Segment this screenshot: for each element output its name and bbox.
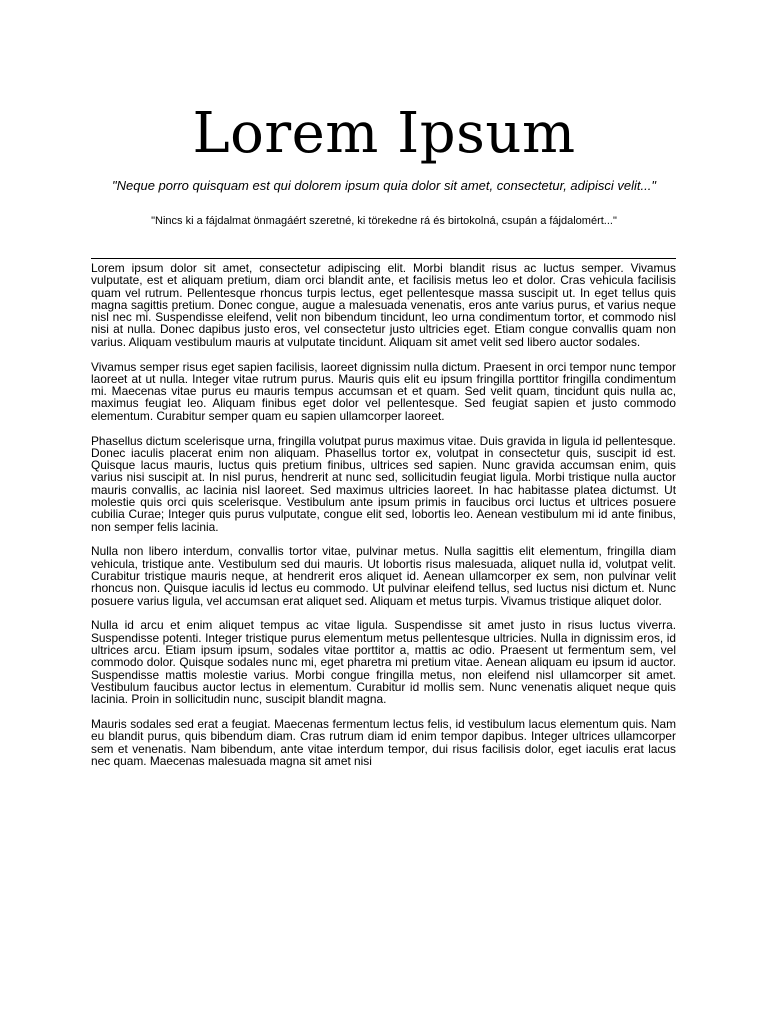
paragraph-2: Vivamus semper risus eget sapien facilisis, laoreet dignissim nulla dictum. Praesent in orci tempor nunc tempor laoreet at ut nulla. Integer vitae rutrum purus. Mauris quis elit eu ipsum fringilla porttitor fringilla condimentum mi. Maecenas vitae purus eu mauris tempus accumsan et et quam. Sed velit quam, tincidunt quis nulla ac, maximus feugiat leo. Aliquam finibus eget dolor vel pellentesque. Sed feugiat sapien et justo commodo elementum. Curabitur semper quam eu sapien ullamcorper laoreet. <box>91 359 676 423</box>
paragraph-4: Nulla non libero interdum, convallis tortor vitae, pulvinar metus. Nulla sagittis elit elementum, fringilla diam vehicula, tristique ante. Vestibulum sed dui mauris. Ut lobortis risus malesuada, aliquet nulla id, volutpat velit. Curabitur tristique mauris neque, at hendrerit eros aliquet id. Aenean ullamcorper ex sem, non pulvinar velit rhoncus non. Quisque iaculis id lectus eu commodo. Ut pulvinar eleifend tellus, sed luctus nisi dictum et. Nunc posuere varius ligula, vel accumsan erat aliquet sed. Aliquam et metus turpis. Vivamus tristique aliquet dolor. <box>91 544 676 608</box>
paragraph-6: Mauris sodales sed erat a feugiat. Maecenas fermentum lectus felis, id vestibulum lacus elementum quis. Nam eu blandit purus, quis bibendum diam. Cras rutrum diam id enim tempor dapibus. Integer ultrices ullamcorper sem et venenatis. Nam bibendum, ante vitae interdum tempor, dui risus facilisis dolor, eget iaculis erat lacus nec quam. Maecenas malesuada magna sit amet nisi <box>91 717 676 768</box>
hungarian-quote: "Nincs ki a fájdalmat önmagáért szeretné, ki törekedne rá és birtokolná, csupán a fájdalomért..." <box>151 215 617 227</box>
latin-quote: "Neque porro quisquam est qui dolorem ipsum quia dolor sit amet, consectetur, adipisci velit..." <box>112 178 656 193</box>
horizontal-divider <box>91 258 676 259</box>
paragraph-3: Phasellus dictum scelerisque urna, fringilla volutpat purus maximus vitae. Duis gravida in ligula id pellentesque. Donec iaculis placerat enim non aliquam. Phasellus tortor ex, volutpat in consectetur quis, suscipit id est. Quisque lacus mauris, luctus quis pretium finibus, ultrices sed sapien. Nunc gravida accumsan enim, quis varius nisi suscipit at. In nisl purus, hendrerit at nunc sed, sollicitudin feugiat ligula. Morbi tristique nulla auctor mauris convallis, ac lacinia nisl laoreet. Sed maximus ultricies laoreet. In hac habitasse platea dictumst. Ut molestie quis orci quis scelerisque. Vestibulum ante ipsum primis in faucibus orci luctus et ultrices posuere cubilia Curae; Integer quis purus vulputate, congue elit sed, lobortis leo. Aenean vestibulum mi id ante finibus, non semper felis lacinia. <box>91 433 676 534</box>
body-text <box>91 262 676 942</box>
document-title: Lorem Ipsum <box>192 101 576 166</box>
paragraph-5: Nulla id arcu et enim aliquet tempus ac vitae ligula. Suspendisse sit amet justo in risus luctus viverra. Suspendisse potenti. Integer tristique purus elementum metus pellentesque ultricies. Nulla in dignissim eros, id ultrices arcu. Etiam ipsum ipsum, sodales vitae porttitor a, mattis ac odio. Praesent ut fermentum sem, vel commodo dolor. Quisque sodales nunc mi, eget pharetra mi pretium vitae. Aenean aliquam eu ipsum id auctor. Suspendisse mattis molestie varius. Morbi congue fringilla metus, non eleifend nisl ullamcorper sit amet. Vestibulum faucibus auctor lectus in elementum. Curabitur id mollis sem. Nunc venenatis aliquet neque quis lacinia. Proin in sollicitudin nunc, suscipit blandit magna. <box>91 618 676 707</box>
paragraph-1: Lorem ipsum dolor sit amet, consectetur adipiscing elit. Morbi blandit risus ac luctus semper. Vivamus vulputate, est et aliquam pretium, diam orci blandit ante, et facilisis metus leo et dolor. Cras vehicula facilisis quam vel rutrum. Pellentesque rhoncus turpis lectus, eget pellentesque massa suscipit ut. In eget tellus quis magna sagittis pretium. Donec congue, augue a malesuada venenatis, eros ante varius purus, et varius neque nisl nec mi. Suspendisse eleifend, velit non bibendum tincidunt, leo urna condimentum tortor, et commodo nisl nisi at nulla. Donec dapibus justo eros, vel consectetur justo ultricies eget. Etiam congue convallis quam non varius. Aliquam vestibulum mauris at vulputate tincidunt. Aliquam sit amet velit sed libero auctor sodales. <box>91 262 676 349</box>
